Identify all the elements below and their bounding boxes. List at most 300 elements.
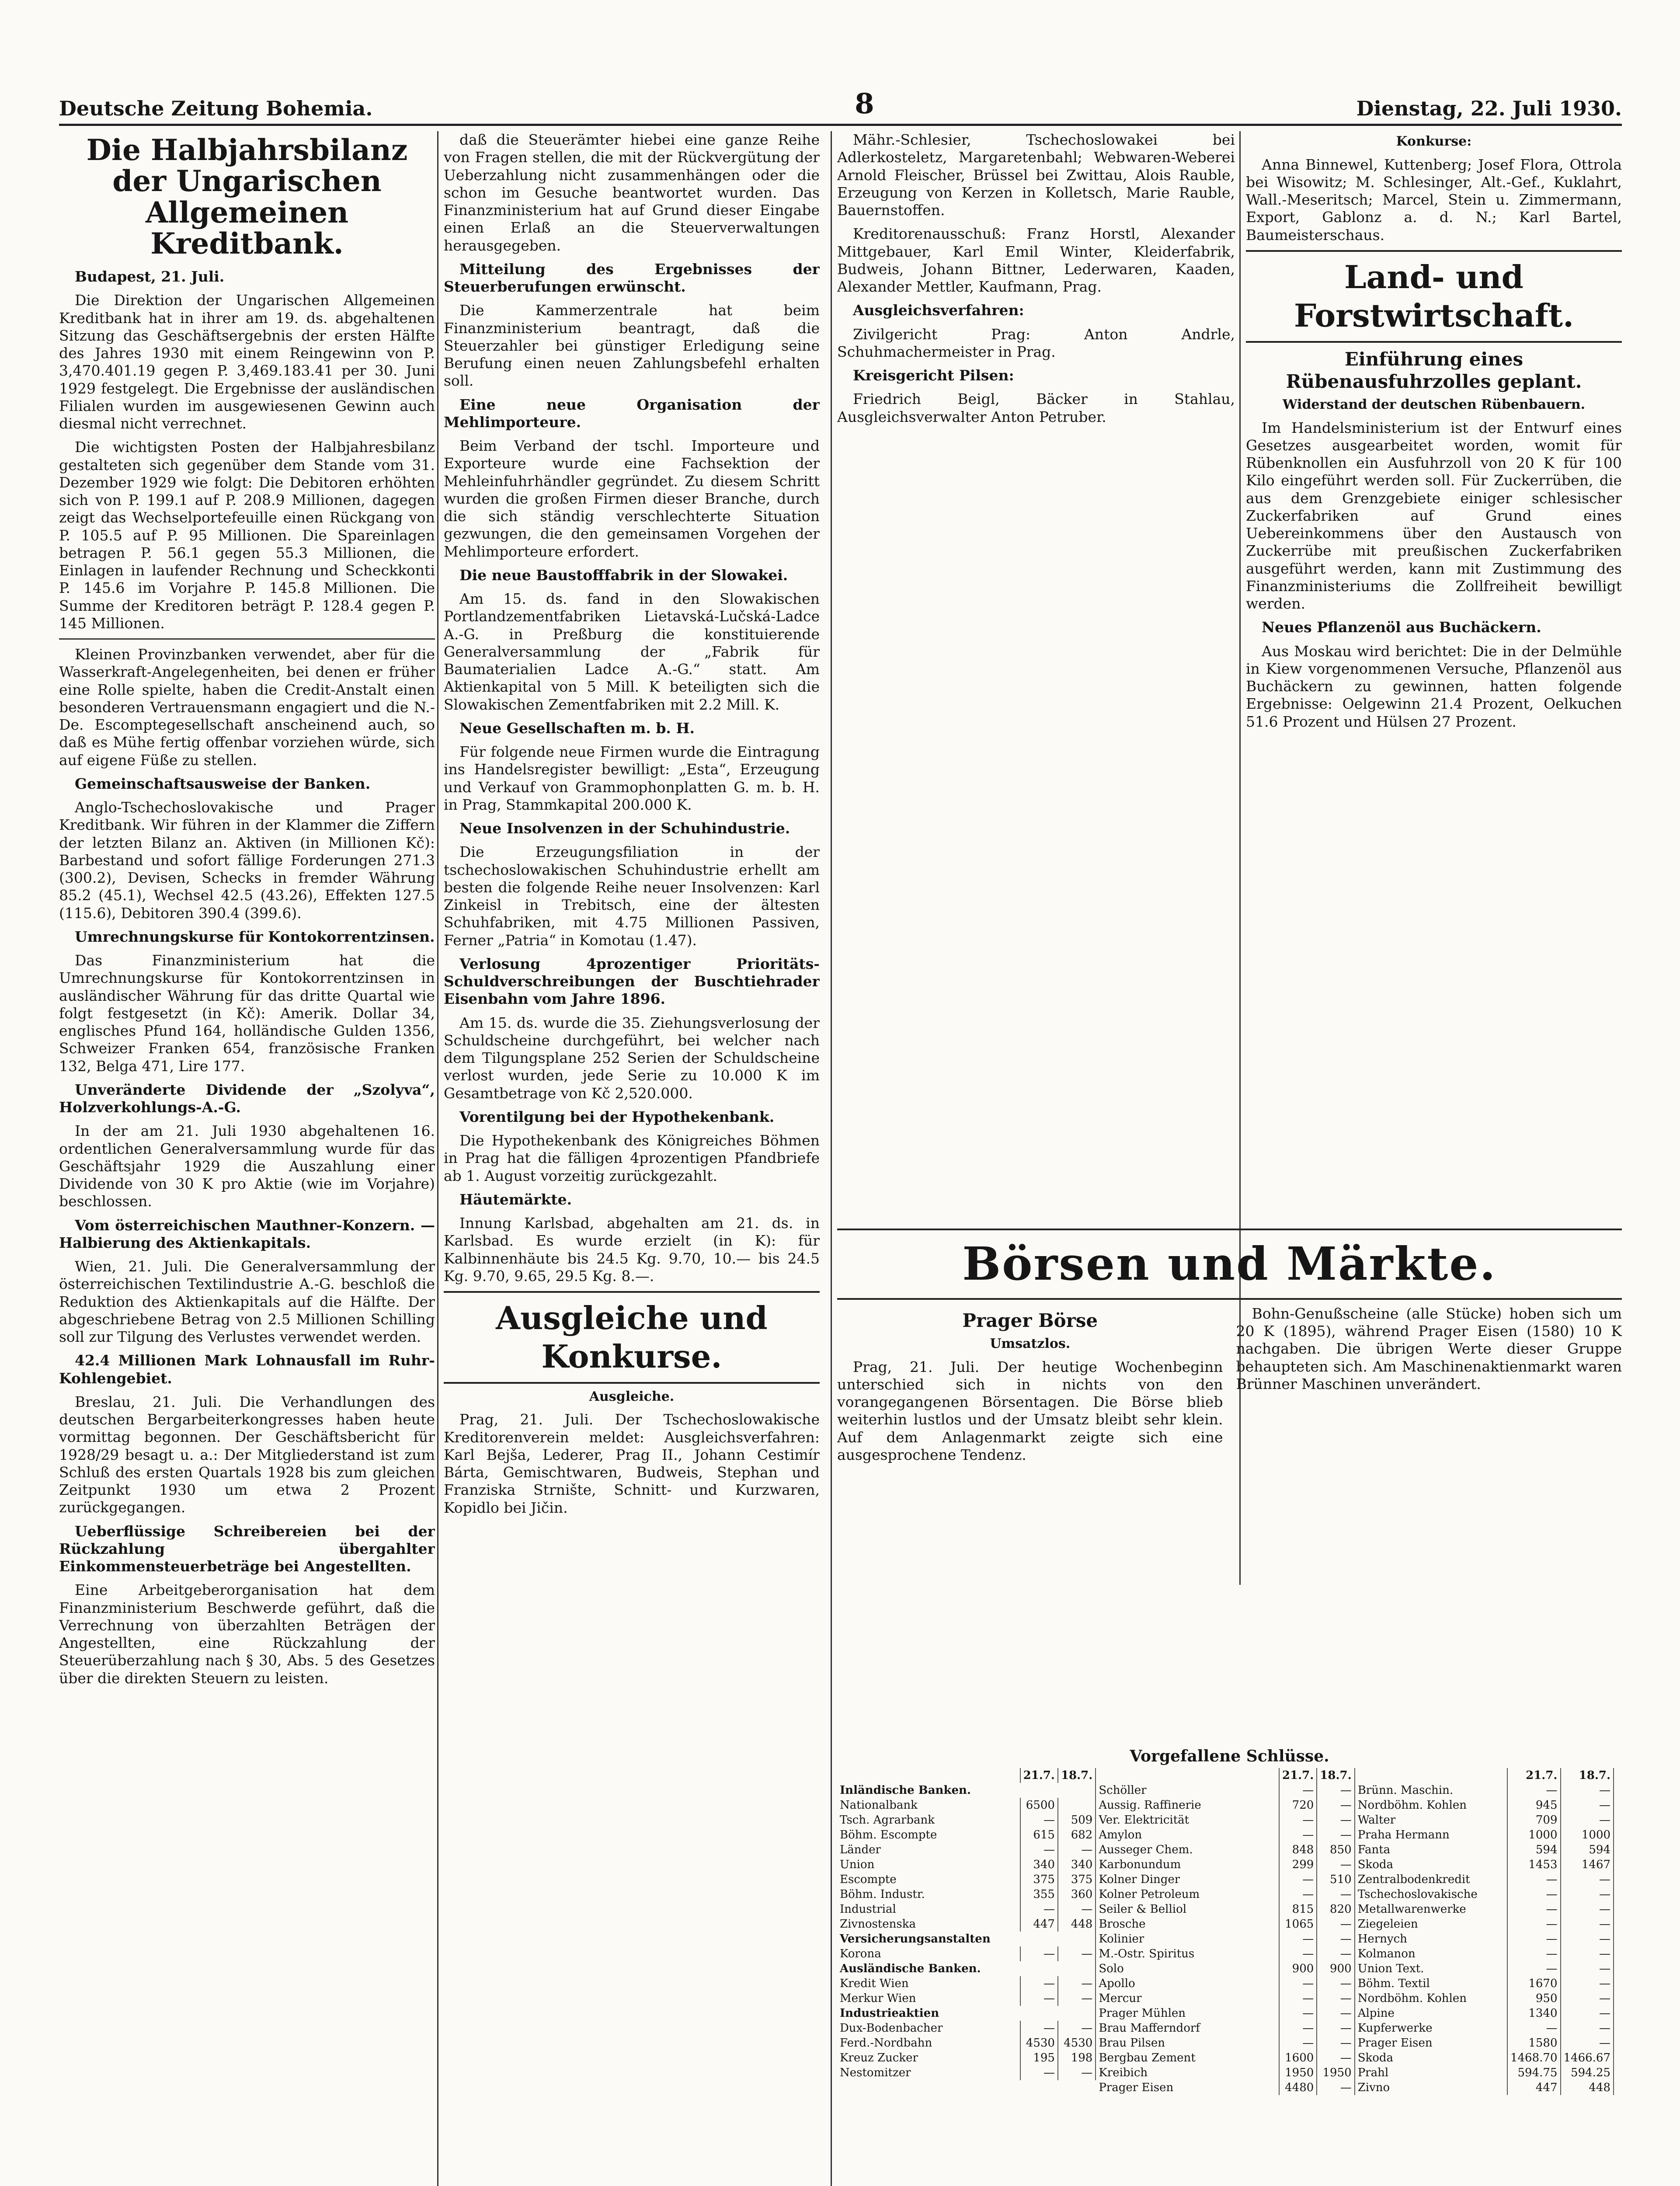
table-row	[1355, 1932, 1614, 1946]
security-name: Brau Mafferndorf	[1096, 2021, 1279, 2036]
quote-value: 1065	[1279, 1917, 1317, 1932]
table-row	[1355, 1827, 1614, 1842]
quote-value: —	[1561, 1813, 1614, 1827]
quote-value: —	[1317, 1976, 1354, 1991]
quote-value: —	[1279, 1827, 1317, 1842]
article-paragraph: Das Finanzministerium hat die Umrechnungskurse für Kontokorrentzinsen in ausländischer Währung für das dritte Quartal wie folgt festgesetzt (in Kč): Amerik. Dollar 34, englisches Pfund 164, holländische Gulden 1356, Schweizer Franken 654, französische Franken 132, Belga 471, Lire 177.	[59, 952, 435, 1075]
article-heading: Häutemärkte.	[459, 1190, 572, 1208]
table-row	[1096, 2080, 1354, 2095]
security-name: Union Text.	[1355, 1961, 1507, 1976]
quote-value: 198	[1058, 2050, 1096, 2065]
security-name: Mercur	[1096, 1991, 1279, 2006]
quote-value: 510	[1317, 1872, 1354, 1887]
security-name: Prager Mühlen	[1096, 2006, 1279, 2021]
security-name: Kolinier	[1096, 1932, 1279, 1946]
quote-value: —	[1507, 1961, 1561, 1976]
table-row	[837, 1902, 1096, 1917]
table-row	[1096, 1842, 1354, 1857]
quote-value: —	[1317, 1857, 1354, 1872]
quotes-title: Vorgefallene Schlüsse.	[1130, 1747, 1329, 1765]
quote-value: 850	[1317, 1842, 1354, 1857]
section-subtitle: Konkurse:	[1396, 134, 1472, 149]
article-paragraph: Die Direktion der Ungarischen Allgemeinen Kreditbank hat in ihrer am 19. ds. abgehaltenen Sitzung das Geschäftsergebnis der ersten Hälfte des Jahres 1930 mit einem Reingewinn von P. 3,470.401.19 gegen P. 3,469.183.41 per 30. Juni 1929 festgelegt. Die Ergebnisse der ausländischen Filialen wurden im ausgewiesenen Gewinn auch diesmal nicht verrechnet.	[59, 292, 435, 432]
quote-value: 682	[1058, 1827, 1096, 1842]
security-name: Alpine	[1355, 2006, 1507, 2021]
article-paragraph: Kleinen Provinzbanken verwendet, aber für die Wasserkraft-Angelegenheiten, bei denen er früher eine Rolle spielte, haben die Credit-Anstalt einen besonderen Vertrauensmann engagiert und die N.-De. Escomptegesellschaft anscheinend auch, so daß es Mühe fertig offenbar vorziehen würde, sich auf eigene Füße zu stellen.	[59, 646, 435, 769]
quote-value: 1600	[1279, 2050, 1317, 2065]
quote-value: 594.75	[1507, 2065, 1561, 2080]
article-paragraph: Am 15. ds. wurde die 35. Ziehungsverlosung der Schuldscheine durchgeführt, bei welcher nach dem Tilgungsplane 252 Serien der Schuldscheine verlost wurden, jede Serie zu 10.000 K im Gesamtbetrage von Kč 2,520.000.	[444, 1014, 820, 1102]
quotes-column	[1355, 1768, 1614, 2095]
security-name: Nordböhm. Kohlen	[1355, 1991, 1507, 2006]
quote-value: —	[1317, 1783, 1354, 1798]
table-row	[837, 1813, 1096, 1827]
quote-value: 1670	[1507, 1976, 1561, 1991]
quote-value: —	[1507, 1932, 1561, 1946]
quote-value: —	[1020, 2021, 1058, 2036]
table-row	[1355, 1976, 1614, 1991]
security-name: Dux-Bodenbacher	[837, 2021, 1020, 2036]
table-row	[1096, 1991, 1354, 2006]
quote-value: 448	[1561, 2080, 1614, 2095]
security-name: Amylon	[1096, 1827, 1279, 1842]
market-quotes	[837, 1744, 1622, 2095]
security-name: Brau Pilsen	[1096, 2036, 1279, 2050]
quote-value: 1000	[1507, 1827, 1561, 1842]
table-row	[1355, 2006, 1614, 2021]
table-row	[1096, 2006, 1354, 2021]
table-row	[1355, 1842, 1614, 1857]
quote-value: 509	[1058, 1813, 1096, 1827]
quote-value: —	[1058, 1946, 1096, 1961]
table-row	[837, 1842, 1096, 1857]
article-heading: Mitteilung des Ergebnisses der Steuerberufungen erwünscht.	[444, 260, 820, 295]
security-name: Apollo	[1096, 1976, 1279, 1991]
quote-value: —	[1279, 1813, 1317, 1827]
quote-value: —	[1317, 2006, 1354, 2021]
table-row	[837, 1857, 1096, 1872]
security-name: Ver. Elektricität	[1096, 1813, 1279, 1827]
quote-value: —	[1507, 1872, 1561, 1887]
security-name: Nordböhm. Kohlen	[1355, 1798, 1507, 1813]
page-header	[59, 87, 1622, 126]
table-row	[1096, 1827, 1354, 1842]
quote-value: —	[1317, 1932, 1354, 1946]
quote-value: 447	[1020, 1917, 1058, 1932]
quote-value: —	[1507, 1946, 1561, 1961]
quote-value: 815	[1279, 1902, 1317, 1917]
quote-value: 615	[1020, 1827, 1058, 1842]
security-name: Union	[837, 1857, 1020, 1872]
article-paragraph: Prag, 21. Juli. Der heutige Wochenbeginn unterschied sich in nichts von den vorangegangenen Börsentagen. Die Börse blieb weiterhin lustlos und der Umsatz bleibt sehr klein. Auf dem Anlagenmarkt zeigte sich eine ausgesprochene Tendenz.	[837, 1358, 1223, 1463]
quote-value: —	[1561, 2036, 1614, 2050]
quote-value: —	[1279, 1946, 1317, 1961]
quote-value: 1453	[1507, 1857, 1561, 1872]
table-row	[837, 1872, 1096, 1887]
quote-value: —	[1561, 1976, 1614, 1991]
quote-value: 900	[1279, 1961, 1317, 1976]
quote-value: 950	[1507, 1991, 1561, 2006]
quote-value: 820	[1317, 1902, 1354, 1917]
quote-value: 848	[1279, 1842, 1317, 1857]
security-name: Kolmanon	[1355, 1946, 1507, 1961]
security-name: Schöller	[1096, 1783, 1279, 1798]
security-name: M.-Ostr. Spiritus	[1096, 1946, 1279, 1961]
article-heading: 42.4 Millionen Mark Lohnausfall im Ruhr-Kohlengebiet.	[59, 1352, 435, 1387]
article-paragraph: Wien, 21. Juli. Die Generalversammlung der österreichischen Textilindustrie A.-G. beschloß die Reduktion des Aktienkapitals auf die Hälfte. Der abgeschriebene Betrag von 2.5 Millionen Schilling soll zur Tilgung des Verlustes verwendet werden.	[59, 1258, 435, 1346]
table-row	[1096, 1887, 1354, 1902]
article-paragraph: Kreditorenausschuß: Franz Horstl, Alexander Mittgebauer, Karl Emil Winter, Kleiderfabrik, Budweis, Johann Bittner, Lederwaren, Kaaden, Alexander Mettler, Kaufmann, Prag.	[837, 225, 1235, 295]
table-row	[1355, 2050, 1614, 2065]
article-paragraph: Die Erzeugungsfiliation in der tschechoslowakischen Schuhindustrie erhellt am besten die folgende Reihe neuer Insolvenzen: Karl Zinkeisl in Trebitsch, eine der ältesten Schuhfabriken, mit 4.75 Millionen Passiven, Ferner „Patria“ in Komotau (1.47).	[444, 843, 820, 949]
quotes-column	[1096, 1768, 1355, 2095]
quote-value: 594.25	[1561, 2065, 1614, 2080]
quote-value: —	[1317, 1946, 1354, 1961]
quote-value: —	[1317, 1813, 1354, 1827]
quote-value: 900	[1317, 1961, 1354, 1976]
quotes-column	[837, 1768, 1096, 2080]
quotes-header-cell	[1096, 1768, 1279, 1783]
article-title: Die Halbjahrsbilanz der Ungarischen Allgemeinen Kreditbank.	[86, 133, 408, 261]
quote-value: —	[1561, 1872, 1614, 1887]
security-name: Metallwarenwerke	[1355, 1902, 1507, 1917]
quote-value: 1000	[1561, 1827, 1614, 1842]
table-row	[1096, 1917, 1354, 1932]
column-divider	[437, 131, 438, 2186]
table-row	[1096, 1902, 1354, 1917]
quote-value: —	[1020, 1976, 1058, 1991]
table-row	[1355, 1783, 1614, 1798]
page-number: 8	[855, 87, 874, 120]
quote-value: 1340	[1507, 2006, 1561, 2021]
quote-value: —	[1317, 1827, 1354, 1842]
table-row	[837, 2021, 1096, 2036]
quote-value: 4530	[1020, 2036, 1058, 2050]
quotes-category: Inländische Banken.	[837, 1783, 1096, 1798]
quote-value: —	[1507, 1917, 1561, 1932]
quote-value: —	[1058, 1976, 1096, 1991]
quote-value: 1466.67	[1561, 2050, 1614, 2065]
quotes-header-row	[1096, 1768, 1354, 1783]
security-name: Bergbau Zement	[1096, 2050, 1279, 2065]
article-paragraph: Für folgende neue Firmen wurde die Eintragung ins Handelsregister bewilligt: „Esta“, Erzeugung und Verkauf von Grammophonplatten G. m. b. H. in Prag, Stammkapital 200.000 K.	[444, 743, 820, 813]
quote-value: —	[1020, 1813, 1058, 1827]
article-heading: Neues Pflanzenöl aus Buchäckern.	[1262, 619, 1541, 636]
quote-value: 4530	[1058, 2036, 1096, 2050]
quote-value: —	[1317, 1887, 1354, 1902]
security-name: Praha Hermann	[1355, 1827, 1507, 1842]
quotes-table	[1355, 1768, 1614, 2095]
article-paragraph: Anna Binnewel, Kuttenberg; Josef Flora, Ottrola bei Wisowitz; M. Schlesinger, Alt.-Gef., Kuklahrt, Wall.-Meseritsch; Marcel, Stein u. Zimmermann, Export, Gablonz a. d. N.; Karl Bartel, Baumeisterschaus.	[1246, 156, 1622, 244]
quote-value: —	[1561, 1991, 1614, 2006]
article-heading: Vom österreichischen Mauthner-Konzern. — Halbierung des Aktienkapitals.	[59, 1216, 435, 1251]
table-row	[837, 1961, 1096, 1976]
quote-value: —	[1279, 1872, 1317, 1887]
quote-value: —	[1561, 1932, 1614, 1946]
quote-value: 945	[1507, 1798, 1561, 1813]
article-heading: Verlosung 4prozentiger Prioritäts-Schuldverschreibungen der Buschtiehrader Eisenbahn vom Jahre 1896.	[444, 955, 820, 1008]
table-row	[1355, 2021, 1614, 2036]
security-name: Kreuz Zucker	[837, 2050, 1020, 2065]
column-3	[837, 131, 1235, 1209]
table-row	[1355, 1872, 1614, 1887]
quotes-category: Industrieaktien	[837, 2006, 1096, 2021]
quote-value: 360	[1058, 1887, 1096, 1902]
quote-value: 6500	[1020, 1798, 1058, 1813]
quote-value: —	[1317, 2036, 1354, 2050]
security-name: Industrial	[837, 1902, 1020, 1917]
column-1	[59, 131, 435, 2186]
quote-value: —	[1561, 1902, 1614, 1917]
security-name: Fanta	[1355, 1842, 1507, 1857]
quote-value: —	[1279, 1976, 1317, 1991]
quote-value: 1467	[1561, 1857, 1614, 1872]
table-row	[837, 1798, 1096, 1813]
article-heading: Ueberflüssige Schreibereien bei der Rückzahlung übergahlter Einkommensteuerbeträge bei Angestellten.	[59, 1522, 435, 1575]
security-name: Tsch. Agrarbank	[837, 1813, 1020, 1827]
quotes-category: Ausländische Banken.	[837, 1961, 1096, 1976]
quote-value: —	[1561, 1917, 1614, 1932]
quote-value: —	[1279, 1887, 1317, 1902]
markets-section	[837, 1224, 1622, 1470]
security-name: Ziegeleien	[1355, 1917, 1507, 1932]
table-row	[1096, 1857, 1354, 1872]
table-row	[1355, 1902, 1614, 1917]
security-name: Kolner Petroleum	[1096, 1887, 1279, 1902]
table-row	[1096, 1961, 1354, 1976]
security-name: Merkur Wien	[837, 1991, 1020, 2006]
table-row	[1096, 1946, 1354, 1961]
table-row	[837, 1976, 1096, 1991]
quote-value: —	[1279, 2036, 1317, 2050]
quote-value: —	[1279, 1783, 1317, 1798]
quote-value: —	[1317, 2050, 1354, 2065]
quote-value: 4480	[1279, 2080, 1317, 2095]
quote-value: —	[1317, 1917, 1354, 1932]
section-subtitle: Ausgleiche.	[589, 1389, 675, 1404]
quote-value: 720	[1279, 1798, 1317, 1813]
article-heading: Eine neue Organisation der Mehlimporteure.	[444, 396, 820, 431]
quotes-header-cell	[1355, 1768, 1507, 1783]
quote-value: —	[1279, 1991, 1317, 2006]
divider	[59, 638, 435, 640]
table-row	[837, 1991, 1096, 2006]
quotes-header-cell: 21.7.	[1279, 1768, 1317, 1783]
table-row	[1096, 1976, 1354, 1991]
quote-value: 709	[1507, 1813, 1561, 1827]
table-row	[1096, 1872, 1354, 1887]
article-paragraph: Innung Karlsbad, abgehalten am 21. ds. in Karlsbad. Es wurde erzielt (in K): für Kalbinnenhäute bis 24.5 Kg. 9.70, 10.— bis 24.5 Kg. 9.70, 9.65, 29.5 Kg. 8.—.	[444, 1215, 820, 1284]
table-row	[1355, 2065, 1614, 2080]
table-row	[837, 2036, 1096, 2050]
quote-value: —	[1058, 2065, 1096, 2080]
quote-value: —	[1561, 1946, 1614, 1961]
quote-value: —	[1317, 1798, 1354, 1813]
table-row	[1096, 2050, 1354, 2065]
article-subtitle: Widerstand der deutschen Rübenbauern.	[1282, 397, 1586, 412]
article-paragraph: Bohn-Genußscheine (alle Stücke) hoben sich um 20 K (1895), während Prager Eisen (1580) 10 K nachgaben. Die übrigen Werte dieser Gruppe behaupteten sich. Am Maschinenaktienmarkt waren Brünner Maschinen unverändert.	[1236, 1305, 1622, 1392]
quote-value: 448	[1058, 1917, 1096, 1932]
quotes-table	[837, 1768, 1096, 2080]
quote-value	[1058, 1798, 1096, 1813]
article-paragraph: Breslau, 21. Juli. Die Verhandlungen des deutschen Bergarbeiterkongresses haben heute vormittag begonnen. Der Geschäftsbericht für 1928/29 besagt u. a.: Der Mitgliederstand ist zum Schluß des ersten Quartals 1928 bis zum gleichen Zeitpunkt 1930 um etwa 2 Prozent zurückgegangen.	[59, 1393, 435, 1516]
article-paragraph: Eine Arbeitgeberorganisation hat dem Finanzministerium Beschwerde geführt, daß die Verrechnung von überzahlten Beträgen der Angestellten, eine Rückzahlung der Steuerüberzahlung nach § 30, Abs. 5 des Gesetzes über die direkten Steuern zu leisten.	[59, 1581, 435, 1687]
column-divider	[831, 131, 832, 2186]
table-row	[1355, 1946, 1614, 1961]
security-name: Kreibich	[1096, 2065, 1279, 2080]
table-row	[1096, 1813, 1354, 1827]
quotes-header-cell: 18.7.	[1058, 1768, 1096, 1783]
security-name: Brünn. Maschin.	[1355, 1783, 1507, 1798]
quote-value: 340	[1058, 1857, 1096, 1872]
quote-value: —	[1058, 2021, 1096, 2036]
article-paragraph: Im Handelsministerium ist der Entwurf eines Gesetzes ausgearbeitet worden, womit für Rübenknollen ein Ausfuhrzoll von 20 K für 100 Kilo eingeführt werden soll. Für Zuckerrüben, die aus dem Grenzgebiete einiger schlesischer Zuckerfabriken auf Grund eines Uebereinkommens über den Austausch von Zuckerrübe mit preußischen Zuckerfabriken ausgeführt werden, kann mit Zustimmung des Finanzministeriums die Zollfreiheit bewilligt werden.	[1246, 419, 1622, 613]
article-heading: Unveränderte Dividende der „Szolyva“, Holzverkohlungs-A.-G.	[59, 1081, 435, 1116]
table-row	[1355, 1887, 1614, 1902]
quotes-header-row	[837, 1768, 1096, 1783]
table-row	[1096, 1783, 1354, 1798]
quote-value: —	[1561, 1961, 1614, 1976]
table-row	[837, 1783, 1096, 1798]
quote-value: 447	[1507, 2080, 1561, 2095]
quote-value: 1468.70	[1507, 2050, 1561, 2065]
article-paragraph: Mähr.-Schlesier, Tschechoslowakei bei Adlerkosteletz, Margaretenbahl; Webwaren-Weberei Arnold Fleischer, Brüssel bei Zwittau, Alois Rauble, Erzeugung von Kerzen in Kolletsch, Marie Rauble, Bauernstoffen.	[837, 131, 1235, 219]
security-name: Kolner Dinger	[1096, 1872, 1279, 1887]
column-2	[444, 131, 820, 2186]
table-row	[837, 1932, 1096, 1946]
quote-value: 1950	[1279, 2065, 1317, 2080]
security-name: Karbonundum	[1096, 1857, 1279, 1872]
article-paragraph: Friedrich Beigl, Bäcker in Stahlau, Ausgleichsverwalter Anton Petruber.	[837, 390, 1235, 425]
article-title: Einführung eines Rübenausfuhrzolles geplant.	[1286, 348, 1582, 392]
security-name: Walter	[1355, 1813, 1507, 1827]
security-name: Skoda	[1355, 2050, 1507, 2065]
security-name: Nestomitzer	[837, 2065, 1020, 2080]
security-name: Prager Eisen	[1096, 2080, 1279, 2095]
quote-value: —	[1561, 1783, 1614, 1798]
article-paragraph: daß die Steuerämter hiebei eine ganze Reihe von Fragen stellen, die mit der Rückvergütung der Ueberzahlung nicht zusammenhängen oder die schon im Gesuche beantwortet wurden. Das Finanzministerium hat auf Grund dieser Eingabe einen Erlaß an die Steuerverwaltungen herausgegeben.	[444, 131, 820, 254]
article-heading: Vorentilgung bei der Hypothekenbank.	[459, 1108, 775, 1125]
quote-value: 340	[1020, 1857, 1058, 1872]
security-name: Ausseger Chem.	[1096, 1842, 1279, 1857]
quotes-header-cell: 21.7.	[1020, 1768, 1058, 1783]
quote-value: 299	[1279, 1857, 1317, 1872]
section-title: Börsen und Märkte.	[837, 1229, 1622, 1300]
quote-value: —	[1058, 1991, 1096, 2006]
article-paragraph: Die Kammerzentrale hat beim Finanzministerium beantragt, daß die Steuerzahler bei günstiger Erledigung seine Berufung einen neuen Zahlungsbefehl erhalten soll.	[444, 302, 820, 390]
quote-value: 375	[1020, 1872, 1058, 1887]
quote-value: —	[1317, 2021, 1354, 2036]
table-row	[1096, 2036, 1354, 2050]
quote-value: —	[1058, 1902, 1096, 1917]
article-paragraph: Zivilgericht Prag: Anton Andrle, Schuhmachermeister in Prag.	[837, 325, 1235, 360]
quote-value: —	[1561, 1887, 1614, 1902]
quote-value: 594	[1561, 1842, 1614, 1857]
paper-name: Deutsche Zeitung Bohemia.	[59, 97, 373, 120]
article-subtitle: Umsatzlos.	[990, 1336, 1071, 1352]
article-heading: Die neue Baustofffabrik in der Slowakei.	[459, 566, 788, 584]
security-name: Tschechoslovakische	[1355, 1887, 1507, 1902]
article-paragraph: Am 15. ds. fand in den Slowakischen Portlandzementfabriken Lietavská-Lučská-Ladce A.-G. in Preßburg die konstituierende Generalversammlung der „Fabrik für Baumaterialien Ladce A.-G.“ statt. Am Aktienkapital von 5 Mill. K beteiligten sich die Slowakischen Zementfabriken mit 2.2 Mill. K.	[444, 590, 820, 713]
security-name: Seiler & Belliol	[1096, 1902, 1279, 1917]
quote-value: 1580	[1507, 2036, 1561, 2050]
quote-value: 1950	[1317, 2065, 1354, 2080]
quote-value: —	[1020, 1902, 1058, 1917]
security-name: Nationalbank	[837, 1798, 1020, 1813]
article-paragraph: Aus Moskau wird berichtet: Die in der Delmühle in Kiew vorgenommenen Versuche, Pflanzenöl aus Buchäckern zu gewinnen, hatten folgende Ergebnisse: Oelgewinn 21.4 Prozent, Oelkuchen 51.6 Prozent und Hülsen 27 Prozent.	[1246, 642, 1622, 730]
security-name: Kupferwerke	[1355, 2021, 1507, 2036]
security-name: Ferd.-Nordbahn	[837, 2036, 1020, 2050]
table-row	[837, 2050, 1096, 2065]
quotes-header-cell: 21.7.	[1507, 1768, 1561, 1783]
article-heading: Kreisgericht Pilsen:	[853, 367, 1014, 384]
quote-value: —	[1020, 1991, 1058, 2006]
quote-value: —	[1317, 1991, 1354, 2006]
table-row	[837, 1946, 1096, 1961]
table-row	[1096, 2021, 1354, 2036]
quote-value: —	[1561, 2006, 1614, 2021]
table-row	[1355, 2036, 1614, 2050]
security-name: Länder	[837, 1842, 1020, 1857]
quote-value: 355	[1020, 1887, 1058, 1902]
section-title: Ausgleiche und Konkurse.	[444, 1291, 820, 1384]
table-row	[1096, 2065, 1354, 2080]
section-title: Land- und Forstwirtschaft.	[1246, 250, 1622, 343]
quotes-category: Versicherungsanstalten	[837, 1932, 1096, 1946]
quote-value: —	[1279, 2021, 1317, 2036]
quote-value: —	[1020, 1946, 1058, 1961]
article-paragraph: In der am 21. Juli 1930 abgehaltenen 16. ordentlichen Generalversammlung wurde für das Geschäftsjahr 1929 die Auszahlung einer Dividende von 30 K pro Aktie (wie im Vorjahre) beschlossen.	[59, 1122, 435, 1210]
table-row	[1355, 1961, 1614, 1976]
table-row	[837, 1917, 1096, 1932]
security-name: Böhm. Industr.	[837, 1887, 1020, 1902]
quote-value: —	[1317, 2080, 1354, 2095]
security-name: Korona	[837, 1946, 1020, 1961]
column-4	[1246, 131, 1622, 1209]
quote-value: —	[1507, 1902, 1561, 1917]
table-row	[1096, 1798, 1354, 1813]
quote-value: 195	[1020, 2050, 1058, 2065]
article-heading: Ausgleichsverfahren:	[853, 302, 1024, 319]
article-heading: Neue Insolvenzen in der Schuhindustrie.	[459, 820, 790, 837]
security-name: Zivno	[1355, 2080, 1507, 2095]
security-name: Zivnostenska	[837, 1917, 1020, 1932]
article-paragraph: Die Hypothekenbank des Königreiches Böhmen in Prag hat die fälligen 4prozentigen Pfandbriefe ab 1. August vorzeitig zurückgezahlt.	[444, 1132, 820, 1184]
table-row	[1355, 1917, 1614, 1932]
quotes-header-cell: 18.7.	[1561, 1768, 1614, 1783]
quote-value: —	[1020, 2065, 1058, 2080]
dateline: Budapest, 21. Juli.	[75, 268, 225, 285]
table-row	[1096, 1932, 1354, 1946]
security-name: Hernych	[1355, 1932, 1507, 1946]
quotes-header-row	[1355, 1768, 1614, 1783]
quote-value: —	[1561, 1798, 1614, 1813]
quote-value: —	[1279, 2006, 1317, 2021]
quote-value: —	[1507, 1783, 1561, 1798]
quote-value: —	[1507, 2021, 1561, 2036]
table-row	[1355, 1857, 1614, 1872]
quote-value: —	[1561, 2021, 1614, 2036]
table-row	[1355, 2080, 1614, 2095]
issue-date: Dienstag, 22. Juli 1930.	[1356, 97, 1622, 120]
article-paragraph: Prag, 21. Juli. Der Tschechoslowakische Kreditorenverein meldet: Ausgleichsverfahren: Karl Bejša, Lederer, Prag II., Johann Cestimír Bárta, Gemischtwaren, Budweis, Stephan und Franziska Strnište, Schnitt- und Kurzwaren, Kopidlo bei Jičin.	[444, 1411, 820, 1516]
quote-value: 594	[1507, 1842, 1561, 1857]
article-title: Prager Börse	[962, 1309, 1098, 1331]
quotes-header-cell: 18.7.	[1317, 1768, 1354, 1783]
table-row	[1355, 1991, 1614, 2006]
security-name: Böhm. Textil	[1355, 1976, 1507, 1991]
table-row	[837, 2006, 1096, 2021]
